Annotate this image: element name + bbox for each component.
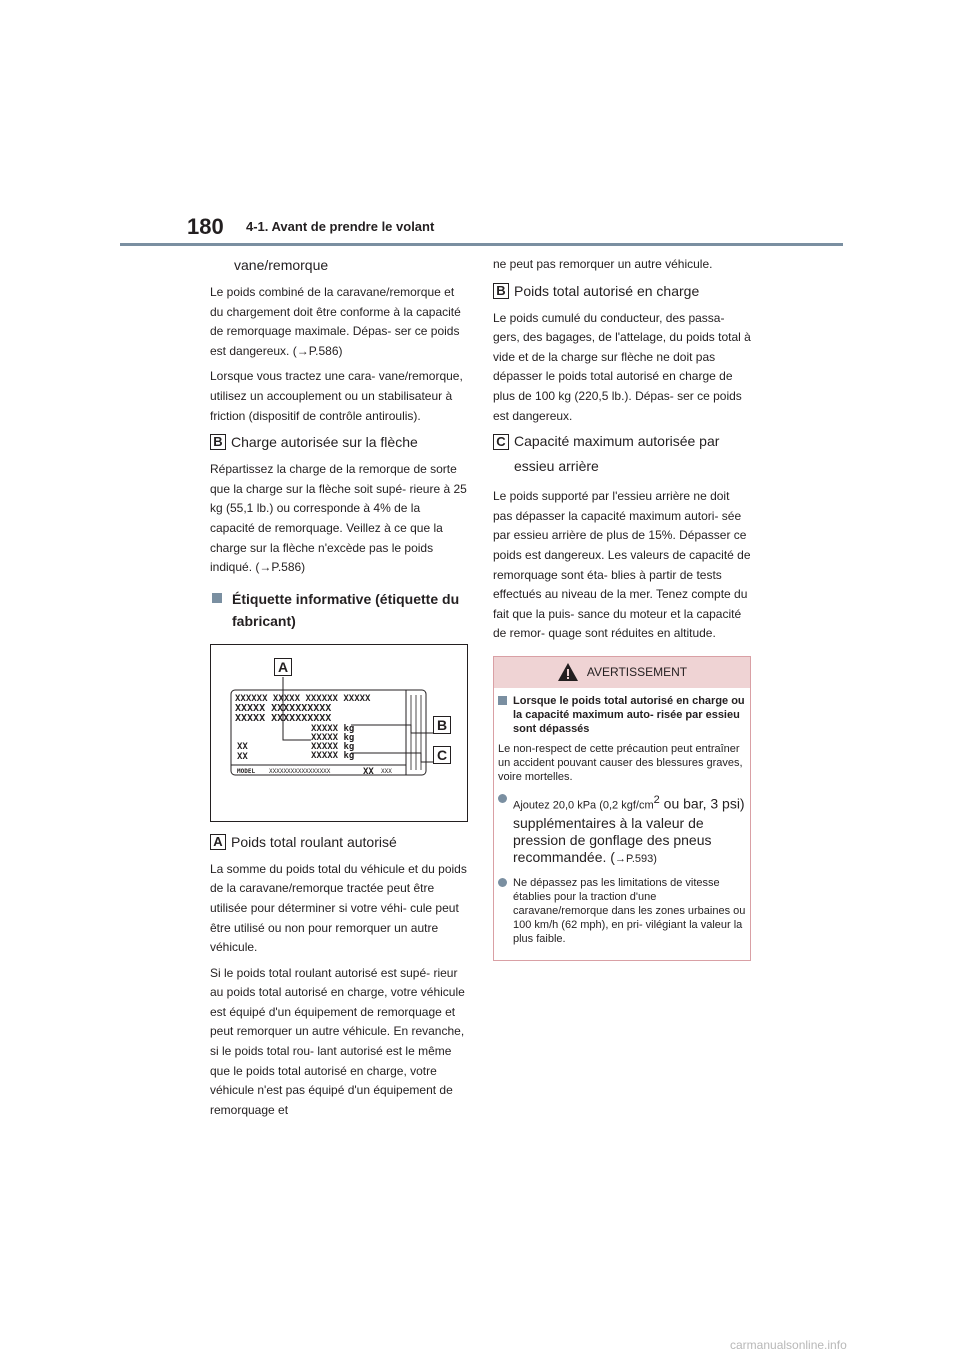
- letter-a-box: A: [210, 834, 226, 850]
- paragraph: Lorsque vous tractez une cara- vane/remorque, utilisez un accouplement ou un stabilisateur à friction (dispositif de contrôle antiroulis).: [210, 369, 463, 423]
- subheading-text: Charge autorisée sur la flèche: [231, 434, 418, 451]
- label-xx-2: XX: [237, 751, 248, 762]
- warning-text: Le non-respect de cette précaution peut entraîner un accident pouvant causer des blessures graves, voire mortelles.: [498, 742, 743, 783]
- subheading-b: [493, 281, 751, 301]
- bullet-heading: [210, 588, 468, 632]
- paragraph: Répartissez la charge de la remorque de sorte que la charge sur la flèche soit supé- rieure à 25 kg (55,1 lb.) ou corresponde à 4% de la capacité de remorquage. Veillez à ce que la charge sur la flèche n'excède pas le poids indiqué. (→P.586): [210, 462, 467, 575]
- warning-item: [498, 876, 746, 946]
- label-model-caption: MODEL: [237, 767, 256, 775]
- warning-item-text: Ne dépassez pas les limitations de vitesse établies pour la traction d'une caravane/remorque dans les zones urbaines ou 100 km/h (62 mph), en pri- vilégiant la valeur la plus faible.: [513, 876, 746, 945]
- bullet-heading-text: Étiquette informative (étiquette du fabricant): [232, 590, 460, 629]
- label-model-end: XXX: [381, 767, 392, 775]
- label-model-xx: XX: [363, 766, 374, 777]
- label-kg-2: XXXXX kg: [311, 732, 355, 743]
- square-bullet-icon: [212, 593, 222, 603]
- warning-item: [498, 792, 746, 868]
- continued-heading: vane/remorque: [234, 257, 329, 273]
- subheading-text: Poids total autorisé en charge: [514, 282, 700, 299]
- subheading-text: Poids total roulant autorisé: [231, 833, 397, 850]
- callout-b: B: [433, 716, 451, 734]
- paragraph: ne peut pas remorquer un autre véhicule.: [493, 257, 713, 271]
- watermark: carmanualsonline.info: [730, 1338, 847, 1352]
- subheading-text: Capacité maximum autorisée par essieu arrière: [514, 433, 720, 475]
- warning-heading: [498, 694, 746, 736]
- label-model-value: XXXXXXXXXXXXXXXXX: [269, 767, 331, 775]
- page-number: 180: [187, 214, 224, 239]
- warning-header: [494, 657, 750, 688]
- label-row-3: XXXXX XXXXXXXXXX: [235, 712, 332, 724]
- label-kg-1: XXXXX kg: [311, 723, 355, 734]
- warning-body: [494, 688, 750, 960]
- section-title: 4-1. Avant de prendre le volant: [246, 219, 435, 234]
- letter-b-box: B: [493, 283, 509, 299]
- label-xx-1: XX: [237, 741, 248, 752]
- callout-a: A: [274, 658, 292, 676]
- paragraph: La somme du poids total du véhicule et du poids de la caravane/remorque tractée peut être utilisée pour déterminer si votre véhi- cule peut être utilisé ou non pour remorquer un autre véhicule.: [210, 861, 467, 955]
- subheading-b: [210, 432, 468, 452]
- callout-c: C: [433, 746, 451, 764]
- paragraph: Si le poids total roulant autorisé est supé- rieur au poids total autorisé en charge, votre véhicule est équipé d'un équipement de remorquage et peut remorquer un autre véhicule. En revanche, si le poids total rou- lant autorisé est le même que le poids total autorisé en charge, votre véhicule n'est pas équipé d'un équipement de remorquage et: [210, 965, 465, 1117]
- letter-c-box: C: [493, 434, 509, 450]
- warning-triangle-icon: [557, 662, 579, 682]
- label-row-1: XXXXXX XXXXX XXXXXX XXXXX: [235, 693, 371, 704]
- label-kg-3: XXXXX kg: [311, 741, 355, 752]
- label-kg-4: XXXXX kg: [311, 750, 355, 761]
- label-figure: [210, 644, 468, 822]
- round-bullet-icon: [498, 794, 507, 803]
- warning-item-text: Ajoutez 20,0 kPa (0,2 kgf/$cm^2$ ou bar, 3 psi) supplémentaires à la valeur de pression de gonflage des pneus recommandée. (→P.593): [513, 793, 745, 865]
- paragraph: Le poids supporté par l'essieu arrière ne doit pas dépasser la capacité maximum autori- sée par essieu arrière de plus de 15%. Dépasser ce poids est dangereux. Les valeurs de capacité de remorquage sont éta- blies à partir de tests effectués au niveau de la mer. Tenez compte du fait que la puis- sance du moteur et la capacité de remor- quage sont réduites en altitude.: [493, 489, 751, 641]
- warning-box: [493, 656, 751, 961]
- warning-title: AVERTISSEMENT: [586, 665, 688, 680]
- left-column: [210, 255, 468, 1126]
- label-row-2: XXXXX XXXXXXXXXX: [235, 702, 332, 714]
- subheading-a: [210, 832, 468, 852]
- letter-b-box: B: [210, 434, 226, 450]
- round-bullet-icon: [498, 878, 507, 887]
- subheading-c: [493, 432, 751, 479]
- warning-heading-text: Lorsque le poids total autorisé en charge ou la capacité maximum auto- risée par essieu sont dépassés: [513, 694, 745, 735]
- paragraph: Le poids combiné de la caravane/remorque et du chargement doit être conforme à la capacité de remorquage maximale. Dépas- ser ce poids est dangereux. (→P.586): [210, 285, 461, 358]
- label-illustration: [211, 645, 467, 821]
- right-column: [493, 255, 751, 961]
- square-bullet-icon: [498, 696, 507, 705]
- header-rule: [120, 243, 843, 246]
- paragraph: Le poids cumulé du conducteur, des passa- gers, des bagages, de l'attelage, du poids total à vide et de la charge sur flèche ne doit pas dépasser le poids total autorisé en charge de plus de 100 kg (220,5 lb.). Dépas- ser ce poids est dangereux.: [493, 310, 751, 423]
